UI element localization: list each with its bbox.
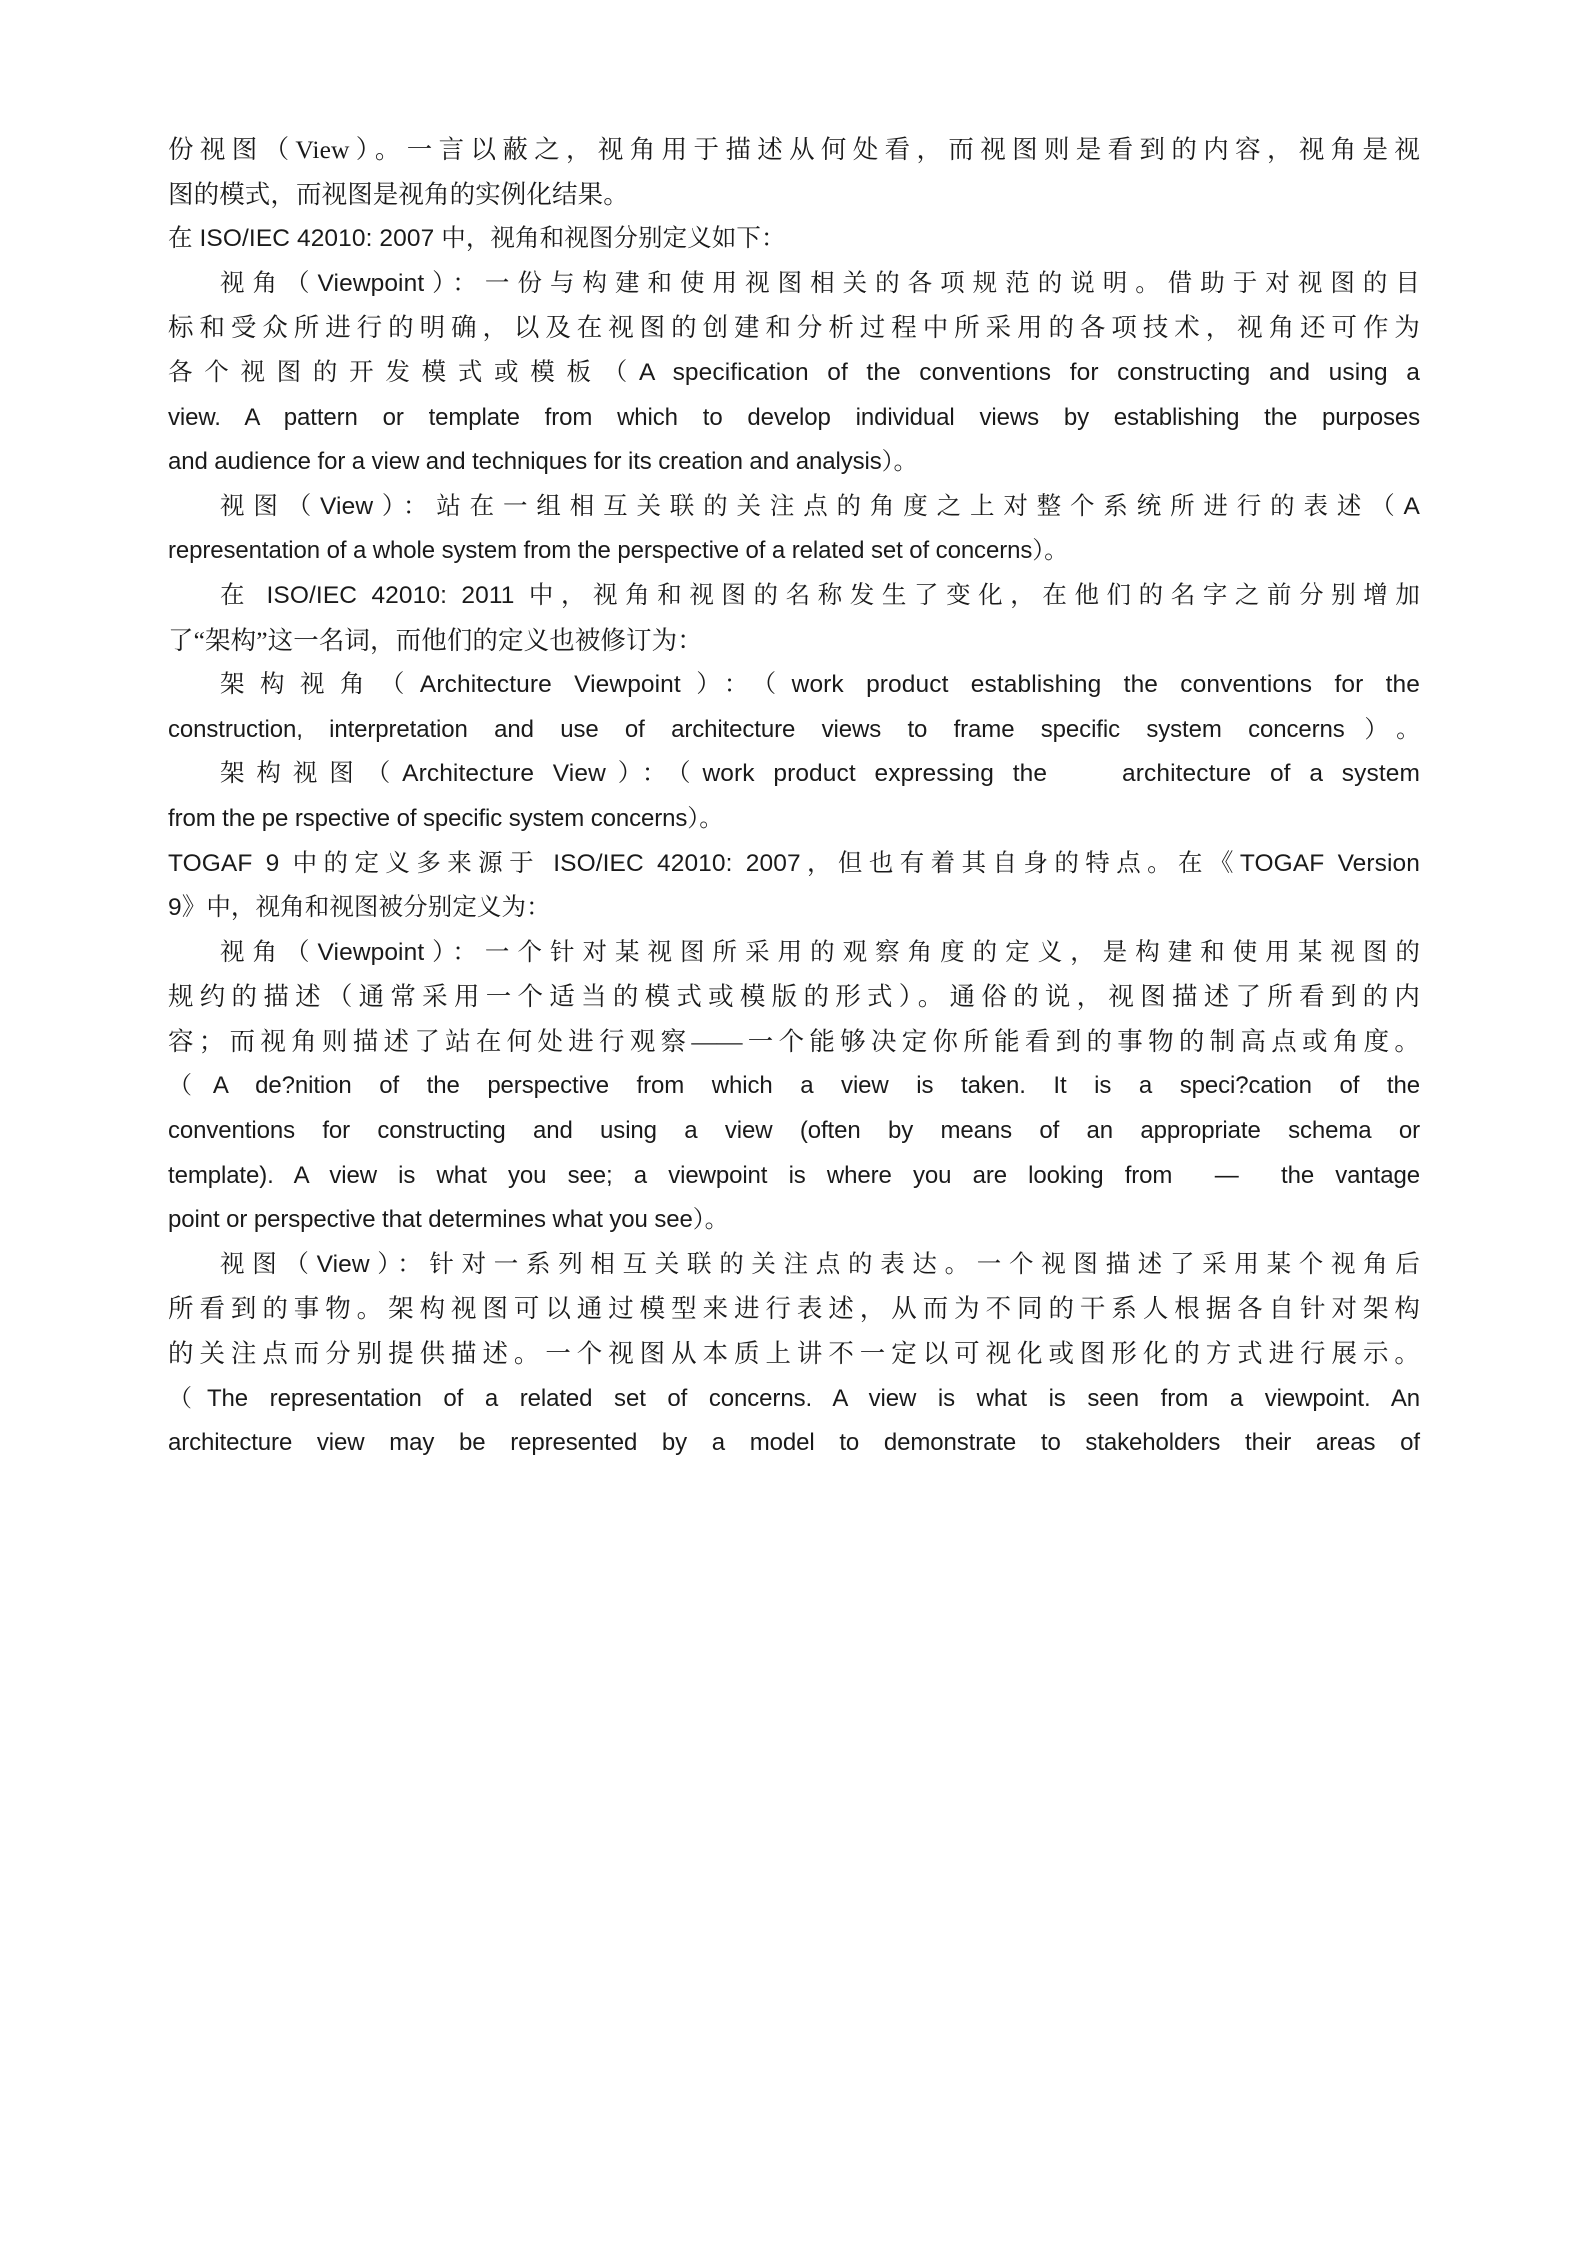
text-line: 在 ISO/IEC 42010: 2011 中，视角和视图的名称发生了变化，在他们的名字之前分别增加: [220, 581, 1420, 609]
text-line: 视角（Viewpoint）：一个针对某视图所采用的观察角度的定义，是构建和使用某视图的: [220, 938, 1420, 966]
text-line: 9》中，视角和视图被分别定义为：: [168, 894, 551, 922]
text-line: 规约的描述（通常采用一个适当的模式或模版的形式）。通俗的说，视图描述了所看到的内: [168, 982, 1420, 1012]
text-line: 图的模式，而视图是视角的实例化结果。: [168, 179, 629, 209]
text-line: from the pe rspective of specific system concerns）。: [168, 804, 724, 832]
text-line: 架构视图（Architecture View）：（work product expressing the architecture of a system: [220, 760, 1420, 788]
text-line: TOGAF 9 中的定义多来源于 ISO/IEC 42010: 2007，但也有着其自身的特点。在《TOGAF Version: [168, 849, 1420, 877]
text-line: 视图（View）：针对一系列相互关联的关注点的表达。一个视图描述了采用某个视角后: [220, 1250, 1420, 1278]
text-line: 容；而视角则描述了站在何处进行观察——一个能够决定你所能看到的事物的制高点或角度。: [168, 1026, 1420, 1056]
text-line: 在 ISO/IEC 42010: 2007 中，视角和视图分别定义如下：: [168, 225, 786, 253]
text-line: and audience for a view and techniques for its creation and analysis）。: [168, 448, 918, 476]
text-line: 份视图（View）。一言以蔽之，视角用于描述从何处看，而视图则是看到的内容，视角是视: [168, 135, 1420, 164]
text-line: 视角（Viewpoint）：一份与构建和使用视图相关的各项规范的说明。借助于对视图的目: [220, 269, 1420, 297]
text-line: architecture view may be represented by a model to demonstrate to stakeholders their areas of: [168, 1429, 1420, 1457]
text-line: template). A view is what you see; a viewpoint is where you are looking from — the vantage: [168, 1161, 1420, 1189]
text-line: （The representation of a related set of concerns. A view is what is seen from a viewpoint. An: [168, 1384, 1420, 1412]
text-line: construction, interpretation and use of architecture views to frame specific system concerns）。: [168, 715, 1420, 743]
text-line: 所看到的事物。架构视图可以通过模型来进行表述，从而为不同的干系人根据各自针对架构: [168, 1294, 1420, 1324]
text-line: 各个视图的开发模式或模板（A specification of the conventions for constructing and using a: [168, 358, 1420, 386]
text-line: view. A pattern or template from which to develop individual views by establishing the purposes: [168, 403, 1420, 431]
text-line: 视图（View）：站在一组相互关联的关注点的角度之上对整个系统所进行的表述（A: [220, 492, 1420, 520]
text-line: 的关注点而分别提供描述。一个视图从本质上讲不一定以可视化或图形化的方式进行展示。: [168, 1339, 1420, 1369]
text-line: representation of a whole system from the perspective of a related set of concerns）。: [168, 537, 1069, 565]
text-line: conventions for constructing and using a view (often by means of an appropriate schema or: [168, 1117, 1420, 1145]
text-line: 标和受众所进行的明确，以及在视图的创建和分析过程中所采用的各项技术，视角还可作为: [168, 313, 1420, 343]
text-line: point or perspective that determines what you see）。: [168, 1206, 729, 1234]
text-line: 架构视角（Architecture Viewpoint）：（work product establishing the conventions for the: [220, 671, 1420, 699]
text-line: 了“架构”这一名词，而他们的定义也被修订为：: [168, 625, 703, 655]
body-text-column: [168, 128, 1420, 1466]
text-line: （A de?nition of the perspective from which a view is taken. It is a speci?cation of the: [168, 1072, 1420, 1100]
